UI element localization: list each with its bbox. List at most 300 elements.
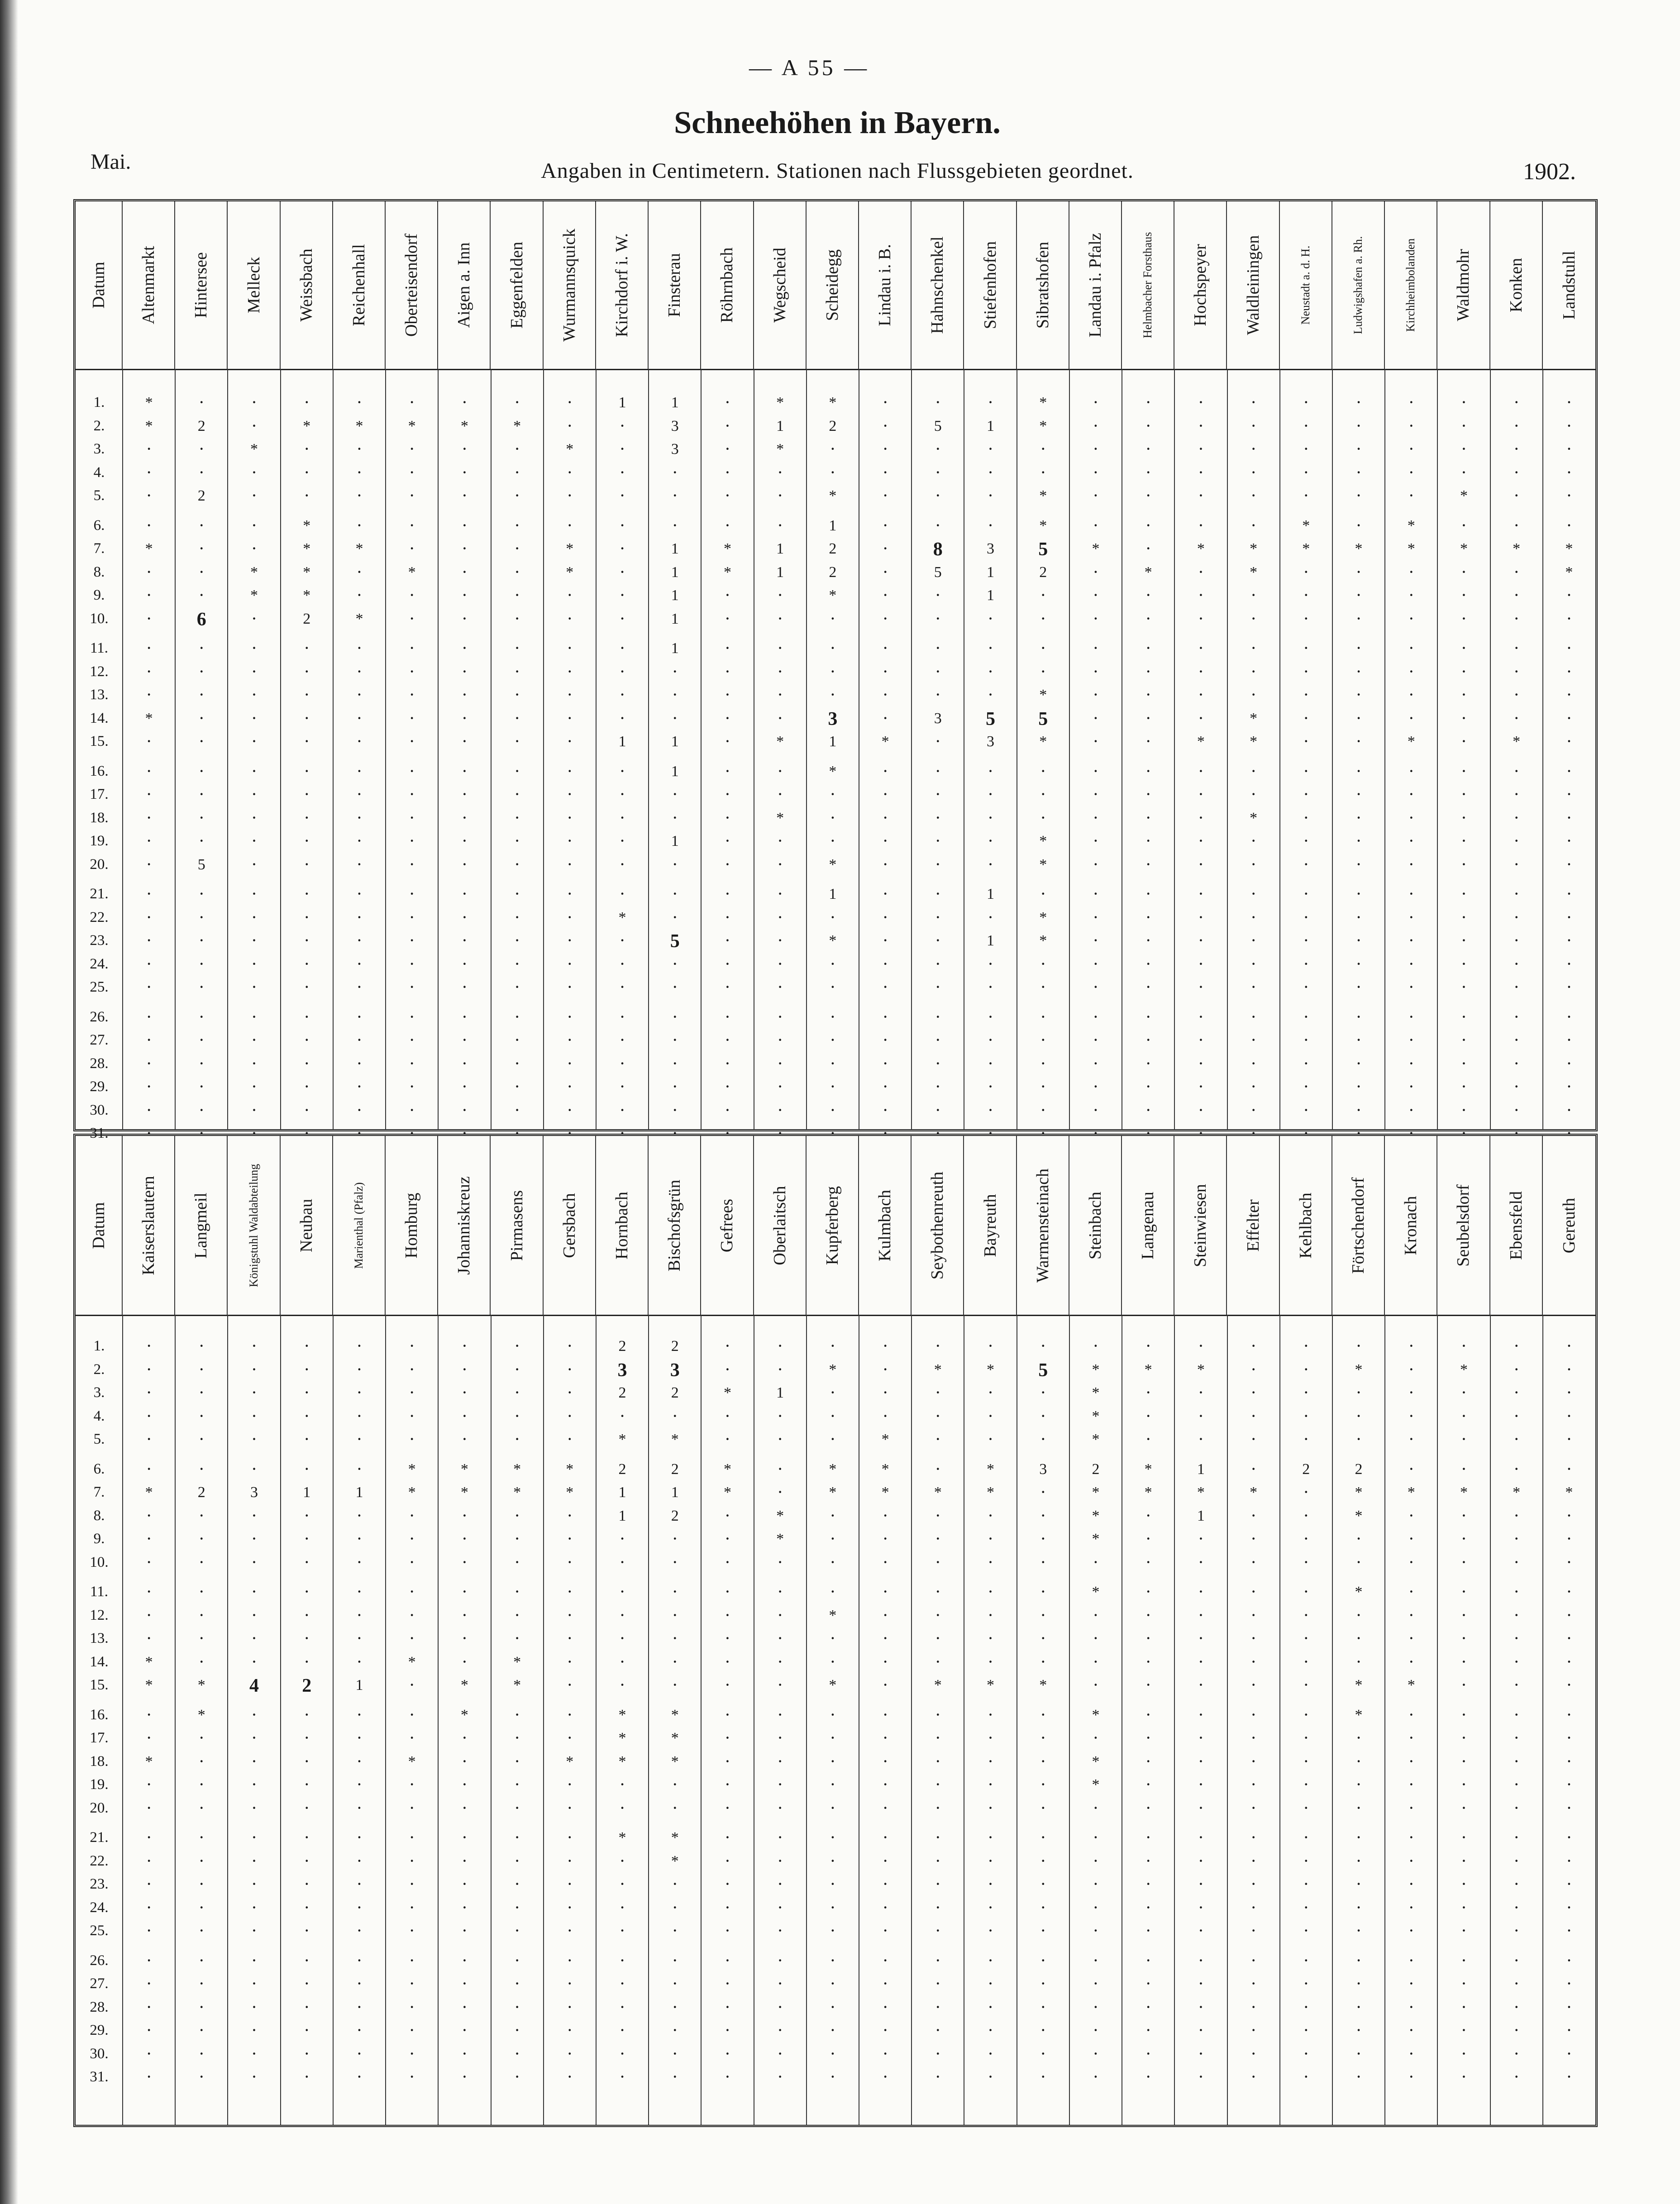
empty-dot: · [724, 1006, 731, 1027]
empty-dot: · [1145, 392, 1151, 412]
empty-dot: · [251, 684, 258, 705]
empty-dot: · [1355, 485, 1362, 506]
empty-dot: · [882, 1405, 888, 1426]
empty-dot: · [1513, 2020, 1520, 2040]
empty-dot: · [514, 906, 520, 927]
snow-value: 1 [671, 610, 679, 627]
empty-dot: · [1145, 830, 1151, 851]
empty-dot: · [567, 585, 573, 605]
empty-dot: · [1040, 1628, 1046, 1648]
empty-dot: · [1250, 1704, 1257, 1725]
empty-dot: · [356, 1030, 363, 1050]
empty-dot: · [882, 1382, 888, 1403]
empty-dot: · [567, 953, 573, 974]
empty-dot: · [146, 830, 152, 851]
empty-dot: · [356, 1920, 363, 1941]
empty-dot: · [882, 906, 888, 927]
empty-dot: · [409, 1774, 415, 1794]
empty-dot: · [514, 1429, 520, 1449]
empty-dot: · [935, 731, 941, 751]
snow-value: 1 [829, 733, 837, 750]
empty-dot: · [304, 392, 310, 412]
empty-dot: · [830, 661, 836, 682]
day-label: 20. [90, 1799, 109, 1816]
empty-dot: · [1460, 1674, 1467, 1695]
empty-dot: · [1303, 854, 1309, 874]
empty-dot: · [830, 1505, 836, 1526]
empty-dot: · [1250, 1006, 1257, 1027]
snow-value: 2 [302, 1675, 312, 1696]
station-name: Warmensteinach [1033, 1168, 1052, 1283]
empty-dot: · [935, 1053, 941, 1073]
empty-dot: · [777, 1850, 783, 1871]
empty-dot: · [251, 515, 258, 535]
empty-dot: · [777, 930, 783, 950]
empty-dot: · [935, 1797, 941, 1818]
empty-dot: · [1408, 1551, 1414, 1572]
empty-dot: · [198, 1528, 205, 1549]
datum-header [76, 1136, 123, 1315]
empty-dot: · [935, 661, 941, 682]
empty-dot: · [251, 1053, 258, 1073]
empty-dot: · [304, 807, 310, 828]
empty-dot: · [830, 1850, 836, 1871]
empty-dot: · [1303, 485, 1309, 506]
datum-header-label: Datum [89, 1202, 108, 1249]
empty-dot: · [672, 1973, 678, 1994]
empty-dot: · [882, 707, 888, 728]
empty-dot: · [1040, 953, 1046, 974]
empty-dot: · [198, 1551, 205, 1572]
empty-dot: · [409, 1674, 415, 1695]
empty-dot: · [1198, 1827, 1204, 1847]
station-header [1490, 201, 1543, 369]
empty-dot: · [198, 1030, 205, 1050]
empty-dot: · [619, 807, 625, 828]
snow-value: 1 [355, 1677, 363, 1694]
empty-dot: · [409, 1030, 415, 1050]
empty-dot: · [567, 638, 573, 658]
empty-dot: · [1566, 684, 1572, 705]
empty-dot: · [304, 1850, 310, 1871]
empty-dot: · [619, 830, 625, 851]
empty-dot: · [409, 1429, 415, 1449]
empty-dot: · [1460, 1727, 1467, 1748]
empty-dot: · [830, 1099, 836, 1120]
empty-dot: · [356, 1099, 363, 1120]
station-name: Königstuhl Waldabteilung [247, 1164, 260, 1287]
snow-value: * [408, 1484, 416, 1501]
empty-dot: · [1460, 1920, 1467, 1941]
empty-dot: · [1198, 2020, 1204, 2040]
empty-dot: · [882, 1727, 888, 1748]
empty-dot: · [1460, 1797, 1467, 1818]
empty-dot: · [935, 883, 941, 904]
empty-dot: · [304, 1505, 310, 1526]
empty-dot: · [146, 585, 152, 605]
empty-dot: · [514, 1704, 520, 1725]
empty-dot: · [724, 830, 731, 851]
empty-dot: · [1355, 1076, 1362, 1097]
empty-dot: · [198, 1727, 205, 1748]
empty-dot: · [987, 1897, 994, 1918]
empty-dot: · [1303, 1897, 1309, 1918]
empty-dot: · [1040, 661, 1046, 682]
empty-dot: · [1250, 515, 1257, 535]
snow-value: * [1092, 1361, 1100, 1378]
empty-dot: · [1303, 608, 1309, 629]
empty-dot: · [724, 1581, 731, 1602]
day-label: 27. [90, 1975, 109, 1992]
snow-value: * [1250, 710, 1258, 727]
empty-dot: · [1198, 854, 1204, 874]
empty-dot: · [146, 1874, 152, 1894]
empty-dot: · [777, 1604, 783, 1625]
empty-dot: · [987, 1076, 994, 1097]
empty-dot: · [830, 1751, 836, 1771]
empty-dot: · [146, 1628, 152, 1648]
empty-dot: · [935, 585, 941, 605]
empty-dot: · [777, 1405, 783, 1426]
empty-dot: · [882, 1827, 888, 1847]
empty-dot: · [882, 1797, 888, 1818]
empty-dot: · [567, 1774, 573, 1794]
station-name: Langmeil [191, 1192, 211, 1259]
empty-dot: · [935, 1458, 941, 1479]
empty-dot: · [461, 1053, 468, 1073]
empty-dot: · [1566, 1528, 1572, 1549]
empty-dot: · [1093, 415, 1099, 436]
empty-dot: · [1408, 1704, 1414, 1725]
empty-dot: · [777, 608, 783, 629]
empty-dot: · [724, 1604, 731, 1625]
empty-dot: · [1513, 807, 1520, 828]
day-label: 9. [93, 1531, 105, 1547]
snow-value: * [1355, 1584, 1363, 1600]
empty-dot: · [1513, 883, 1520, 904]
empty-dot: · [1303, 1382, 1309, 1403]
empty-dot: · [882, 977, 888, 997]
empty-dot: · [1303, 784, 1309, 804]
empty-dot: · [1303, 977, 1309, 997]
empty-dot: · [935, 1850, 941, 1871]
snow-value: * [1250, 733, 1258, 750]
empty-dot: · [251, 854, 258, 874]
empty-dot: · [777, 1099, 783, 1120]
empty-dot: · [987, 1850, 994, 1871]
empty-dot: · [882, 830, 888, 851]
empty-dot: · [251, 807, 258, 828]
snow-value: 5 [1038, 708, 1048, 730]
empty-dot: · [1093, 707, 1099, 728]
empty-dot: · [1303, 906, 1309, 927]
empty-dot: · [567, 930, 573, 950]
day-label: 27. [90, 1032, 109, 1048]
page-subtitle: Angaben in Centimetern. Stationen nach Flussgebieten geordnet. [541, 159, 1134, 183]
day-label: 9. [93, 587, 105, 603]
empty-dot: · [198, 439, 205, 459]
snow-value: * [618, 1706, 626, 1723]
empty-dot: · [1460, 1382, 1467, 1403]
snow-value: 3 [671, 417, 679, 434]
snow-value: * [1250, 540, 1258, 557]
snow-value: * [671, 1431, 679, 1448]
empty-dot: · [514, 608, 520, 629]
snow-value: 1 [618, 1484, 626, 1501]
station-header [1227, 1136, 1280, 1315]
snow-value: * [566, 1484, 574, 1501]
empty-dot: · [882, 1551, 888, 1572]
empty-dot: · [198, 1797, 205, 1818]
empty-dot: · [1513, 1076, 1520, 1097]
empty-dot: · [251, 1704, 258, 1725]
empty-dot: · [567, 1581, 573, 1602]
day-label: 18. [90, 809, 109, 826]
snow-value: * [513, 1677, 521, 1694]
empty-dot: · [567, 807, 573, 828]
snow-value: * [618, 909, 626, 926]
snow-value: * [1355, 1484, 1363, 1501]
empty-dot: · [1303, 1674, 1309, 1695]
empty-dot: · [777, 661, 783, 682]
empty-dot: · [1408, 415, 1414, 436]
empty-dot: · [1355, 1950, 1362, 1970]
empty-dot: · [1303, 1030, 1309, 1050]
empty-dot: · [356, 930, 363, 950]
empty-dot: · [777, 1704, 783, 1725]
empty-dot: · [777, 906, 783, 927]
empty-dot: · [251, 731, 258, 751]
empty-dot: · [356, 807, 363, 828]
snow-value: * [460, 1677, 468, 1694]
empty-dot: · [987, 392, 994, 412]
empty-dot: · [461, 707, 468, 728]
empty-dot: · [882, 439, 888, 459]
empty-dot: · [882, 807, 888, 828]
empty-dot: · [304, 1382, 310, 1403]
station-name: Pirmasens [507, 1190, 526, 1261]
empty-dot: · [724, 1797, 731, 1818]
snow-value: * [250, 563, 258, 581]
empty-dot: · [935, 392, 941, 412]
day-label: 16. [90, 1706, 109, 1723]
empty-dot: · [1460, 684, 1467, 705]
station-name: Kronach [1401, 1196, 1421, 1255]
empty-dot: · [1513, 608, 1520, 629]
empty-dot: · [1513, 1382, 1520, 1403]
empty-dot: · [830, 1076, 836, 1097]
snow-value: 1 [776, 540, 784, 557]
empty-dot: · [514, 953, 520, 974]
empty-dot: · [1040, 1429, 1046, 1449]
empty-dot: · [935, 515, 941, 535]
empty-dot: · [935, 1505, 941, 1526]
empty-dot: · [1566, 515, 1572, 535]
empty-dot: · [1355, 608, 1362, 629]
snow-value: * [250, 587, 258, 604]
empty-dot: · [1093, 439, 1099, 459]
snow-value: 1 [355, 1484, 363, 1501]
empty-dot: · [1303, 1099, 1309, 1120]
empty-dot: · [1355, 1874, 1362, 1894]
empty-dot: · [1460, 1551, 1467, 1572]
empty-dot: · [1250, 830, 1257, 851]
station-name: Hornbach [612, 1191, 632, 1259]
empty-dot: · [304, 485, 310, 506]
empty-dot: · [1513, 2043, 1520, 2064]
empty-dot: · [777, 2066, 783, 2087]
empty-dot: · [304, 830, 310, 851]
snow-value: 1 [618, 733, 626, 750]
empty-dot: · [567, 1704, 573, 1725]
empty-dot: · [461, 1774, 468, 1794]
empty-dot: · [1250, 1581, 1257, 1602]
empty-dot: · [304, 1336, 310, 1356]
empty-dot: · [146, 638, 152, 658]
station-header [544, 201, 596, 369]
empty-dot: · [672, 1651, 678, 1672]
snow-value: * [1197, 1361, 1205, 1378]
empty-dot: · [146, 1359, 152, 1379]
snow-value: 6 [196, 609, 206, 630]
empty-dot: · [1303, 1850, 1309, 1871]
snow-value: 1 [987, 587, 995, 604]
snow-value: * [1565, 1484, 1573, 1501]
snow-value: * [1355, 1507, 1363, 1524]
empty-dot: · [1040, 1604, 1046, 1625]
empty-dot: · [1093, 485, 1099, 506]
empty-dot: · [461, 1874, 468, 1894]
empty-dot: · [1355, 1751, 1362, 1771]
empty-dot: · [619, 538, 625, 558]
empty-dot: · [1566, 1950, 1572, 1970]
empty-dot: · [198, 462, 205, 482]
empty-dot: · [987, 608, 994, 629]
empty-dot: · [567, 2020, 573, 2040]
empty-dot: · [1303, 1950, 1309, 1970]
empty-dot: · [1355, 661, 1362, 682]
station-name: Hintersee [191, 252, 211, 318]
empty-dot: · [1355, 1651, 1362, 1672]
empty-dot: · [146, 1551, 152, 1572]
empty-dot: · [1355, 1850, 1362, 1871]
empty-dot: · [1198, 1674, 1204, 1695]
empty-dot: · [1513, 930, 1520, 950]
empty-dot: · [461, 661, 468, 682]
day-label: 23. [90, 932, 109, 949]
day-label: 14. [90, 1653, 109, 1670]
empty-dot: · [619, 462, 625, 482]
empty-dot: · [987, 1996, 994, 2017]
empty-dot: · [146, 661, 152, 682]
empty-dot: · [409, 760, 415, 781]
empty-dot: · [198, 760, 205, 781]
empty-dot: · [1093, 1827, 1099, 1847]
empty-dot: · [672, 953, 678, 974]
snow-value: * [987, 1484, 995, 1501]
empty-dot: · [1566, 1774, 1572, 1794]
empty-dot: · [777, 830, 783, 851]
empty-dot: · [724, 1099, 731, 1120]
empty-dot: · [1566, 2020, 1572, 2040]
empty-dot: · [1040, 1950, 1046, 1970]
empty-dot: · [882, 1920, 888, 1941]
empty-dot: · [1513, 1774, 1520, 1794]
empty-dot: · [567, 661, 573, 682]
empty-dot: · [777, 485, 783, 506]
empty-dot: · [251, 784, 258, 804]
empty-dot: · [882, 2066, 888, 2087]
empty-dot: · [514, 1973, 520, 1994]
empty-dot: · [1198, 760, 1204, 781]
empty-dot: · [251, 1850, 258, 1871]
empty-dot: · [724, 1727, 731, 1748]
empty-dot: · [672, 883, 678, 904]
empty-dot: · [1513, 1874, 1520, 1894]
empty-dot: · [1198, 585, 1204, 605]
empty-dot: · [146, 1797, 152, 1818]
station-name: Neustadt a. d. H. [1298, 245, 1312, 325]
empty-dot: · [1145, 1973, 1151, 1994]
snow-value: 1 [671, 587, 679, 604]
snow-value: 1 [671, 540, 679, 557]
empty-dot: · [1355, 415, 1362, 436]
empty-dot: · [1355, 1774, 1362, 1794]
empty-dot: · [198, 1076, 205, 1097]
empty-dot: · [724, 1751, 731, 1771]
empty-dot: · [672, 707, 678, 728]
empty-dot: · [198, 830, 205, 851]
empty-dot: · [1250, 953, 1257, 974]
empty-dot: · [1250, 1850, 1257, 1871]
empty-dot: · [935, 1897, 941, 1918]
empty-dot: · [1093, 1006, 1099, 1027]
empty-dot: · [830, 1628, 836, 1648]
empty-dot: · [198, 807, 205, 828]
empty-dot: · [1460, 638, 1467, 658]
empty-dot: · [409, 1382, 415, 1403]
empty-dot: · [1303, 1628, 1309, 1648]
snow-value: * [1039, 394, 1047, 411]
empty-dot: · [1408, 462, 1414, 482]
empty-dot: · [1460, 1850, 1467, 1871]
snow-value: * [513, 1484, 521, 1501]
empty-dot: · [1145, 854, 1151, 874]
empty-dot: · [830, 1920, 836, 1941]
empty-dot: · [1303, 1528, 1309, 1549]
station-name: Neubau [296, 1198, 316, 1252]
snow-value: * [829, 763, 837, 780]
station-name: Melleck [244, 257, 263, 314]
station-header [1332, 1136, 1385, 1315]
empty-dot: · [198, 1996, 205, 2017]
empty-dot: · [567, 1099, 573, 1120]
empty-dot: · [1513, 684, 1520, 705]
empty-dot: · [409, 953, 415, 974]
snow-value: * [618, 1730, 626, 1746]
empty-dot: · [304, 1006, 310, 1027]
empty-dot: · [251, 1950, 258, 1970]
empty-dot: · [777, 1950, 783, 1970]
snow-value: 4 [249, 1675, 259, 1696]
empty-dot: · [1250, 1030, 1257, 1050]
empty-dot: · [304, 731, 310, 751]
empty-dot: · [409, 854, 415, 874]
empty-dot: · [1355, 2043, 1362, 2064]
empty-dot: · [146, 2066, 152, 2087]
empty-dot: · [1408, 561, 1414, 582]
empty-dot: · [1355, 638, 1362, 658]
